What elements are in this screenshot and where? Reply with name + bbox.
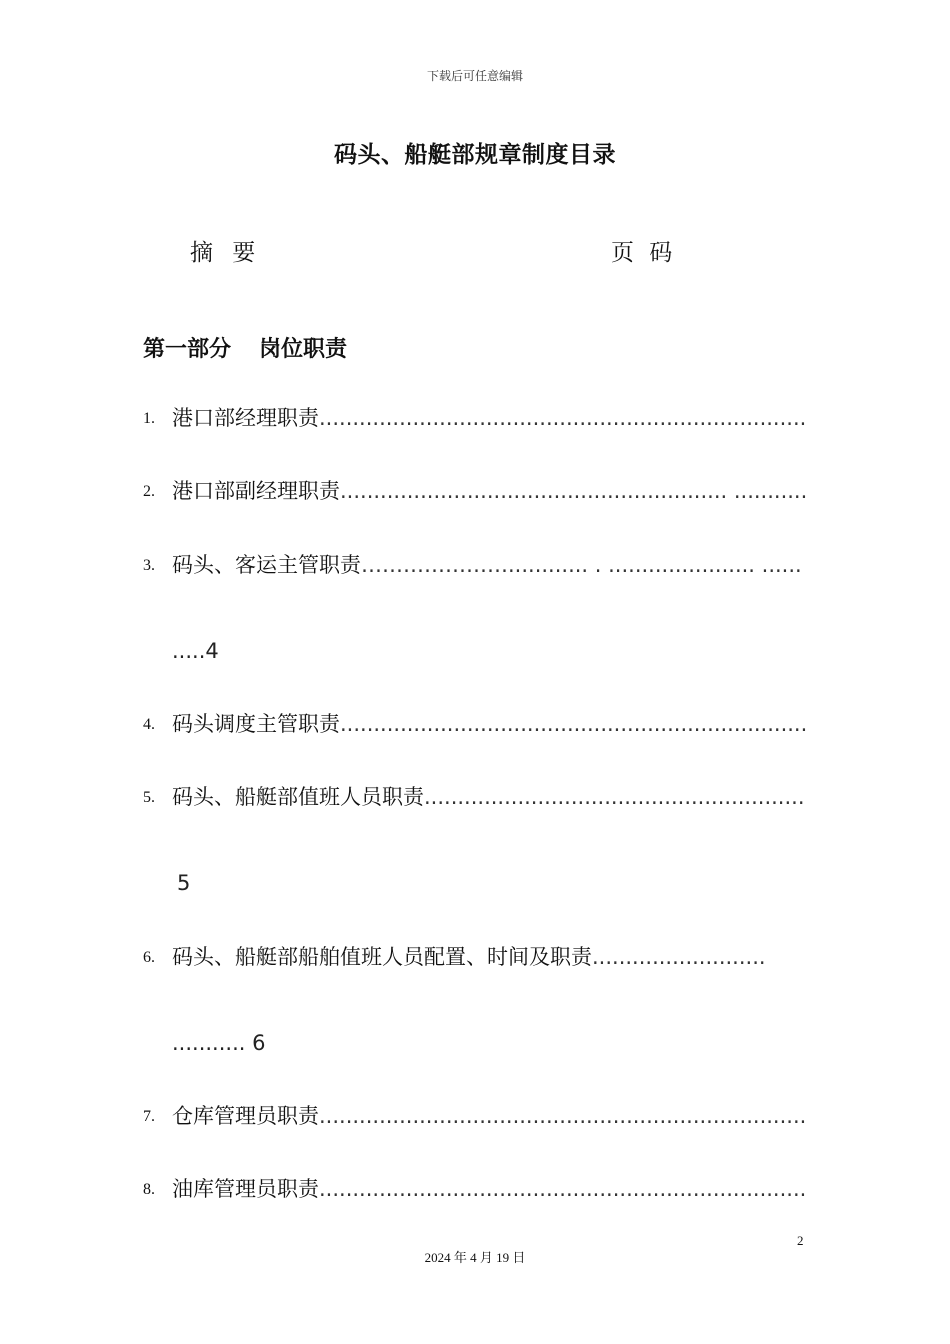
entry-number: 8.: [143, 1181, 155, 1198]
toc-entry[interactable]: [143, 947, 766, 968]
entry-number: 4.: [143, 716, 155, 733]
section-name: 岗位职责: [259, 337, 348, 362]
entry-number: 5.: [143, 789, 155, 806]
entry-text: 港口部经理职责: [172, 406, 319, 430]
page-number: 2: [797, 1233, 804, 1248]
footer-date: 2024 年 4 月 19 日: [424, 1250, 526, 1265]
entry-leader: .........................................................: [424, 785, 805, 809]
entry-continuation: .....4: [172, 639, 219, 663]
entry-text: 港口部副经理职责: [172, 479, 340, 503]
entry-leader-page: .........................................................................: [319, 406, 807, 430]
entry-text: 码头、客运主管职责: [172, 553, 361, 577]
entry-leader: …………………............ . ...................... ......: [361, 553, 802, 577]
toc-entry[interactable]: [143, 787, 805, 808]
entry-text: 码头、船艇部船舶值班人员配置、时间及职责: [172, 945, 592, 969]
toc-entry[interactable]: [143, 408, 806, 429]
entry-continuation: ........... 6: [172, 1031, 266, 1055]
toc-entry[interactable]: [143, 555, 802, 576]
header-note: 下载后可任意编辑: [426, 69, 523, 83]
entry-number: 2.: [143, 483, 155, 500]
document-title: 码头、船艇部规章制度目录: [334, 142, 616, 168]
section-heading: [143, 332, 347, 363]
entry-number: 3.: [143, 557, 155, 574]
entry-text: 仓库管理员职责: [172, 1104, 319, 1128]
entry-text: 油库管理员职责: [172, 1177, 319, 1201]
entry-leader-page: .........................................................................: [319, 1104, 807, 1128]
toc-entry[interactable]: [143, 481, 807, 502]
entry-number: 7.: [143, 1108, 155, 1125]
entry-number: 6.: [143, 949, 155, 966]
entry-leader-page: .......................................................... ...........: [340, 479, 808, 503]
toc-entry[interactable]: [143, 714, 807, 735]
column-header-page: 页 码: [611, 240, 677, 266]
entry-text: 码头调度主管职责: [172, 712, 340, 736]
column-header-summary: 摘 要: [190, 240, 262, 266]
entry-text: 码头、船艇部值班人员职责: [172, 785, 424, 809]
section-label: 第一部分: [143, 337, 232, 362]
toc-entry[interactable]: [143, 1106, 806, 1127]
entry-number: 1.: [143, 410, 155, 427]
entry-continuation: 5: [177, 871, 191, 895]
toc-entry[interactable]: [143, 1179, 806, 1200]
entry-leader-page: .........................................................................: [319, 1177, 807, 1201]
entry-leader-page: ......................................................................: [340, 712, 808, 736]
entry-leader: ..........................: [592, 945, 766, 969]
